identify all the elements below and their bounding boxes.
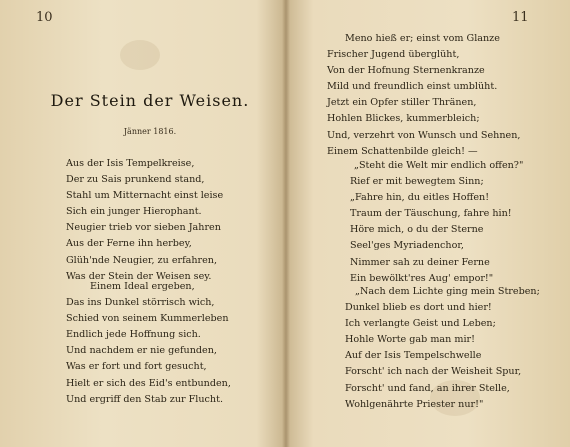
verse-line: Und nachdem er nie gefunden, bbox=[66, 345, 217, 357]
verse-line: Höre mich, o du der Sterne bbox=[350, 224, 484, 236]
verse-line: Stahl um Mitternacht einst leise bbox=[66, 190, 224, 202]
verse-line: Traum der Täuschung, fahre hin! bbox=[350, 208, 512, 220]
verse-line: Dunkel blieb es dort und hier! bbox=[345, 302, 492, 314]
verse-line: Ich verlangte Geist und Leben; bbox=[345, 318, 496, 330]
poem-date: Jänner 1816. bbox=[123, 127, 177, 136]
verse-line: Was der Stein der Weisen sey. bbox=[66, 270, 212, 282]
verse-line: Jetzt ein Opfer stiller Thränen, bbox=[327, 97, 477, 109]
verse-line: Forscht' ich nach der Weisheit Spur, bbox=[345, 366, 522, 378]
verse-line: Hohle Worte gab man mir! bbox=[345, 334, 475, 346]
verse-line: Meno hieß er; einst vom Glanze bbox=[345, 33, 500, 44]
verse-line: Aus der Isis Tempelkreise, bbox=[66, 158, 195, 169]
book-gutter bbox=[282, 0, 290, 447]
stanza-4 bbox=[350, 158, 523, 287]
verse-line: Hohlen Blickes, kummerbleich; bbox=[327, 113, 480, 125]
verse-line: Rief er mit bewegtem Sinn; bbox=[350, 176, 484, 188]
verse-line: „Nach dem Lichte ging mein Streben; bbox=[355, 286, 540, 297]
verse-line: „Steht die Welt mir endlich offen?" bbox=[354, 160, 524, 171]
page-number-right: 11 bbox=[512, 10, 529, 25]
verse-line: Hielt er sich des Eid's entbunden, bbox=[66, 377, 231, 389]
verse-line: Und ergriff den Stab zur Flucht. bbox=[66, 393, 223, 405]
paper-stain bbox=[120, 40, 160, 70]
stanza-2 bbox=[66, 279, 231, 408]
verse-line: Ein bewölkt'res Aug' empor!" bbox=[350, 272, 494, 284]
verse-line: Endlich jede Hoffnung sich. bbox=[66, 329, 201, 341]
verse-line: Aus der Ferne ihn herbey, bbox=[66, 238, 192, 250]
poem-title: Der Stein der Weisen. bbox=[50, 91, 250, 110]
page-number-left: 10 bbox=[36, 10, 53, 25]
verse-line: Nimmer sah zu deiner Ferne bbox=[350, 256, 490, 268]
verse-line: Und, verzehrt von Wunsch und Sehnen, bbox=[327, 129, 521, 141]
verse-line: Wohlgenährte Priester nur!" bbox=[345, 398, 484, 410]
stanza-3 bbox=[327, 31, 520, 160]
stanza-5 bbox=[345, 284, 540, 413]
verse-line: Von der Hofnung Sternenkranze bbox=[327, 65, 485, 77]
verse-line: Mild und freundlich einst umblüht. bbox=[327, 81, 498, 93]
verse-line: „Fahre hin, du eitles Hoffen! bbox=[350, 192, 490, 204]
verse-line: Was er fort und fort gesucht, bbox=[66, 361, 207, 373]
verse-line: Glüh'nde Neugier, zu erfahren, bbox=[66, 254, 218, 266]
verse-line: Einem Schattenbilde gleich! — bbox=[327, 145, 478, 157]
verse-line: Seel'ges Myriadenchor, bbox=[350, 240, 464, 252]
verse-line: Schied von seinem Kummerleben bbox=[66, 313, 229, 325]
verse-line: Einem Ideal ergeben, bbox=[90, 281, 195, 292]
verse-line: Das ins Dunkel störrisch wich, bbox=[66, 297, 215, 309]
verse-line: Sich ein junger Hierophant. bbox=[66, 206, 202, 218]
verse-line: Neugier trieb vor sieben Jahren bbox=[66, 222, 221, 234]
verse-line: Frischer Jugend überglüht, bbox=[327, 49, 460, 61]
verse-line: Auf der Isis Tempelschwelle bbox=[345, 350, 482, 362]
stanza-1 bbox=[66, 156, 223, 285]
verse-line: Forscht' und fand, an ihrer Stelle, bbox=[345, 382, 510, 394]
verse-line: Der zu Sais prunkend stand, bbox=[66, 174, 205, 186]
